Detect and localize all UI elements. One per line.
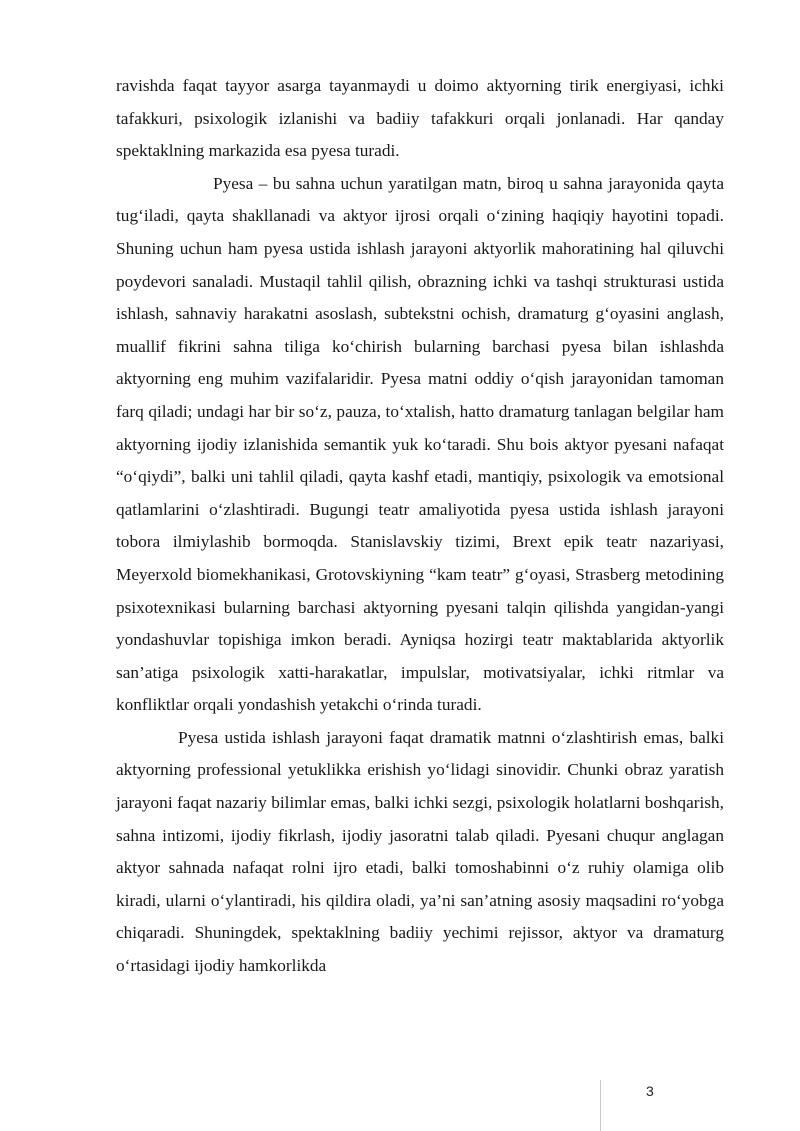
paragraph-2: Pyesa – bu sahna uchun yaratilgan matn, biroq u sahna jarayonida qayta tug‘iladi, qayta shakllanadi va aktyor ijrosi orqali o‘zining haqiqiy hayotini topadi. Shuning uchun ham pyesa ustida ishlash jarayoni aktyorlik mahoratining hal qiluvchi poydevori sanaladi. Mustaqil tahlil qilish, obrazning ichki va tashqi strukturasi ustida ishlash, sahnaviy harakatni asoslash, subtekstni ochish, dramaturg g‘oyasini anglash, muallif fikrini sahna tiliga ko‘chirish bularning barchasi pyesa bilan ishlashda aktyorning eng muhim vazifalaridir. Pyesa matni oddiy o‘qish jarayonidan tamoman farq qiladi; undagi har bir so‘z, pauza, to‘xtalish, hatto dramaturg tanlagan belgilar ham aktyorning ijodiy izlanishida semantik yuk ko‘taradi. Shu bois aktyor pyesani nafaqat “o‘qiydi”, balki uni tahlil qiladi, qayta kashf etadi, mantiqiy, psixologik va emotsional qatlamlarini o‘zlashtiradi. Bugungi teatr amaliyotida pyesa ustida ishlash jarayoni tobora ilmiylashib bormoqda. Stanislavskiy tizimi, Brext epik teatr nazariyasi, Meyerxold biomekhanikasi, Grotovskiyning “kam teatr” g‘oyasi, Strasberg metodining psixotexnikasi bularning barchasi aktyorning pyesani talqin qilishda yangidan-yangi yondashuvlar topishiga imkon beradi. Ayniqsa hozirgi teatr maktablarida aktyorlik san’atiga psixologik xatti-harakatlar, impulslar, motivatsiyalar, ichki ritmlar va konfliktlar orqali yondashish yetakchi o‘rinda turadi. [116,173,724,715]
document-body [116,70,724,983]
footer-divider [600,1080,601,1131]
page-number: 3 [646,1083,654,1099]
paragraph-1: ravishda faqat tayyor asarga tayanmaydi u doimo aktyorning tirik energiyasi, ichki tafakkuri, psixologik izlanishi va badiiy tafakkuri orqali jonlanadi. Har qanday spektaklning markazida esa pyesa turadi. [116,76,724,161]
paragraph-3: Pyesa ustida ishlash jarayoni faqat dramatik matnni o‘zlashtirish emas, balki aktyorning professional yetuklikka erishish yo‘lidagi sinovidir. Chunki obraz yaratish jarayoni faqat nazariy bilimlar emas, balki ichki sezgi, psixologik holatlarni boshqarish, sahna intizomi, ijodiy fikrlash, ijodiy jasoratni talab qiladi. Pyesani chuqur anglagan aktyor sahnada nafaqat rolni ijro etadi, balki tomoshabinni o‘z ruhiy olamiga olib kiradi, ularni o‘ylantiradi, his qildira oladi, ya’ni san’atning asosiy maqsadini ro‘yobga chiqaradi. Shuningdek, spektaklning badiiy yechimi rejissor, aktyor va dramaturg o‘rtasidagi ijodiy hamkorlikda [116,727,724,976]
